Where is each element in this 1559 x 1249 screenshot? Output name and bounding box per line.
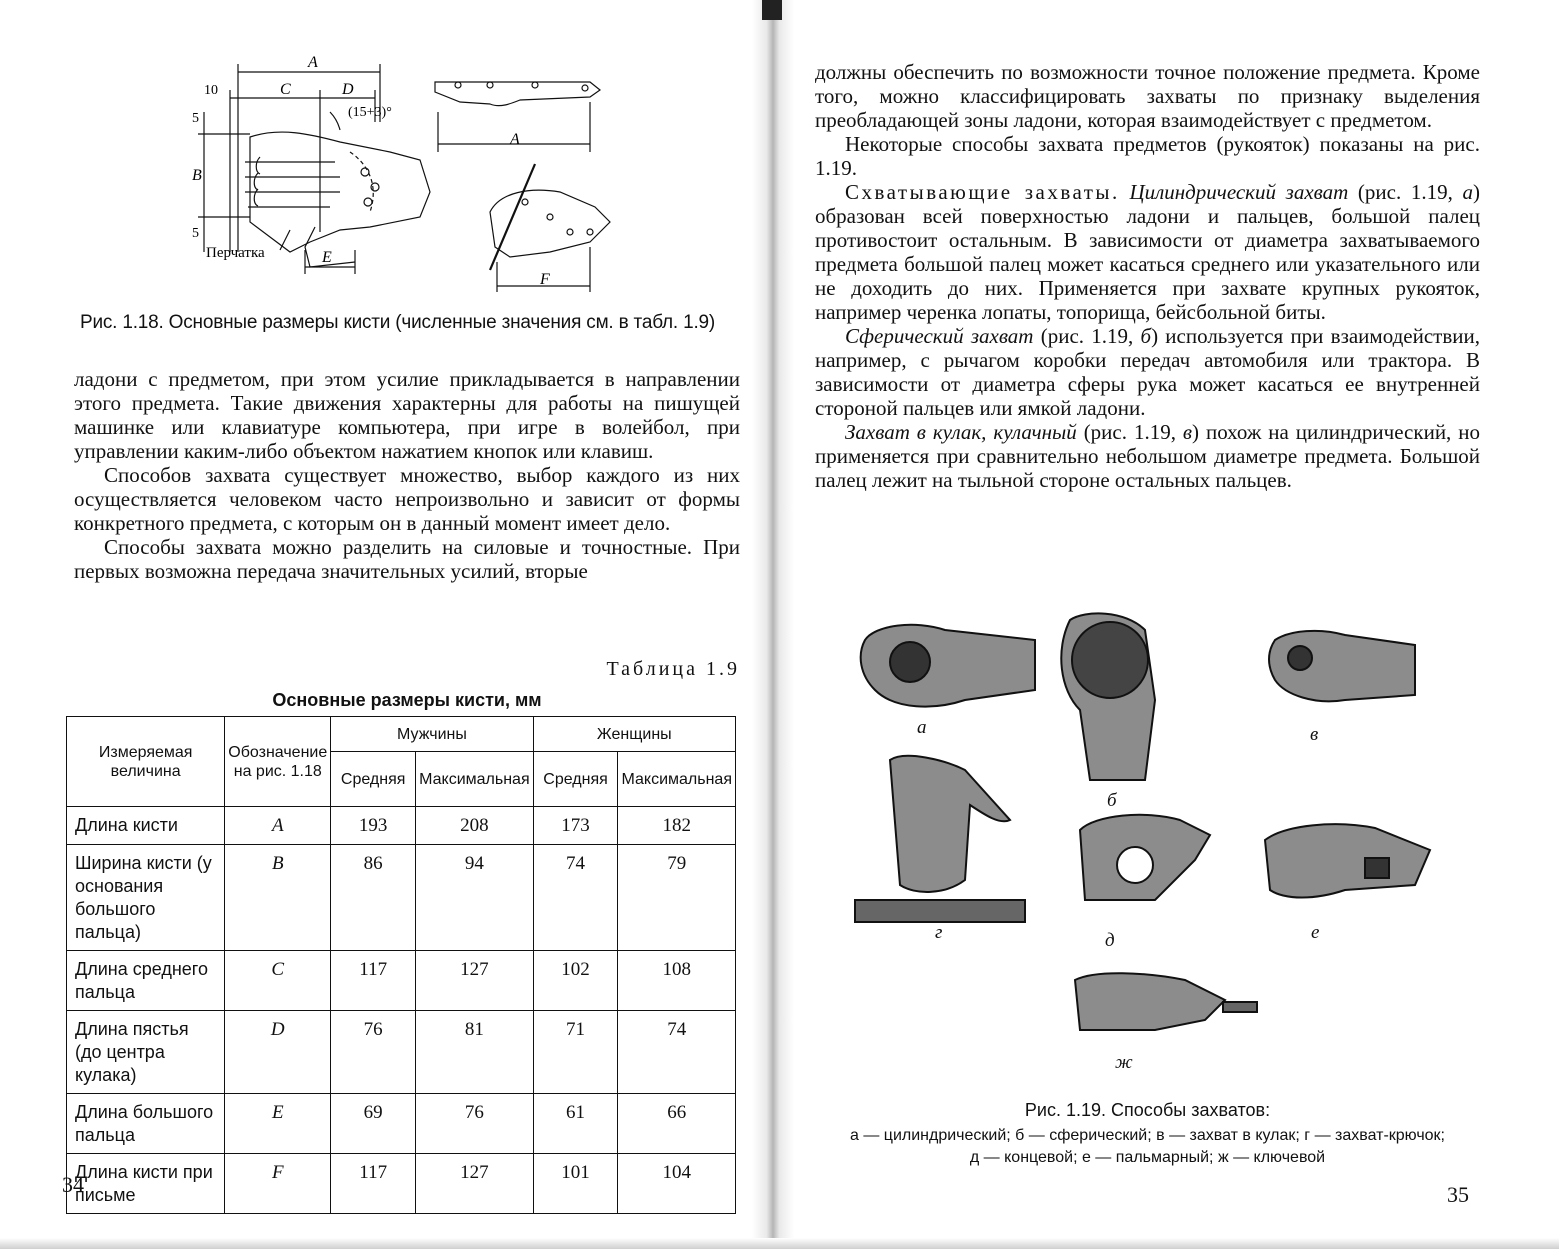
paragraph-text: ) образован всей поверхностью ладони и пальцев, большой палец противостоит остальным. В зависимости от диаметра захватываемого предмета большой палец может касаться среднего или указательного или не доходить до них. Применяется при захвате крупных рукояток, например черенка лопаты, топорища, бейсбольной биты. [815, 180, 1480, 324]
cell-men-max: 94 [416, 845, 534, 951]
grip-label-g: г [935, 922, 943, 943]
cell-symbol: A [225, 807, 331, 845]
header-symbol: Обозначение на рис. 1.18 [225, 717, 331, 807]
right-page [775, 0, 1559, 1249]
figure-1-18-hand-dimensions [190, 52, 650, 302]
dim-label-b: B [192, 167, 202, 184]
paragraph: должны обеспечить по возможности точное положение предмета. Кроме того, можно классифицировать захваты по признаку выделения преобладающей зоны ладони, которая взаимодействует с предметом. [815, 60, 1480, 132]
figure-ref: (рис. 1.19, [1076, 420, 1183, 444]
dim-label-e: E [322, 249, 332, 266]
table-row [67, 1011, 736, 1094]
right-body-text [815, 60, 1480, 492]
dim-label-a-finger: A [510, 131, 520, 148]
cell-women-avg: 71 [533, 1011, 618, 1094]
cell-symbol: D [225, 1011, 331, 1094]
table-row [67, 1094, 736, 1154]
grip-label-e: е [1311, 922, 1320, 943]
table-title: Основные размеры кисти, мм [272, 690, 542, 710]
cell-name: Длина кисти при письме [67, 1154, 225, 1214]
paragraph-text: ) используется при взаимодействии, например, с рычагом коробки передач автомобиля или трактора. В зависимости от диаметра сферы рука может касаться ее внутренней стороной пальцев или ямкой ладони. [815, 324, 1480, 420]
grip-key-image [1075, 973, 1225, 1030]
grip-label-d: д [1105, 930, 1115, 951]
cell-name: Ширина кисти (у основания большого пальца) [67, 845, 225, 951]
cell-men-max: 81 [416, 1011, 534, 1094]
cell-men-avg: 193 [331, 807, 416, 845]
table-row [67, 1154, 736, 1214]
grip-label-a: а [917, 717, 927, 738]
figure-1-18-caption: Рис. 1.18. Основные размеры кисти (численные значения см. в табл. 1.9) [80, 312, 716, 333]
left-body-text [74, 367, 740, 583]
cell-women-max: 74 [618, 1011, 736, 1094]
header-measure: Измеряемая величина [67, 717, 225, 807]
header-women: Женщины [533, 717, 735, 752]
figure-1-19-caption-title: Рис. 1.19. Способы захватов: [1024, 1100, 1271, 1120]
dim-label-five-bottom: 5 [192, 226, 199, 241]
paragraph [815, 180, 1480, 324]
dim-label-a: A [308, 54, 318, 71]
grip-hook-image [890, 756, 1010, 892]
cell-women-max: 79 [618, 845, 736, 951]
cell-women-avg: 102 [533, 951, 618, 1011]
cell-men-avg: 117 [331, 951, 416, 1011]
cell-men-max: 208 [416, 807, 534, 845]
cell-name: Длина пястья (до центра кулака) [67, 1011, 225, 1094]
grip-palmar-image [1265, 824, 1430, 897]
paragraph: ладони с предметом, при этом усилие прикладывается в направлении этого предмета. Такие движения характерны для работы на пишущей машинке или клавиатуре компьютера, при игре в волейбол, при управлении каким-либо объектом нажатием кнопок или клавиш. [74, 367, 740, 463]
cell-women-max: 104 [618, 1154, 736, 1214]
dim-label-d: D [342, 81, 354, 98]
cell-men-avg: 117 [331, 1154, 416, 1214]
cell-symbol: C [225, 951, 331, 1011]
header-men: Мужчины [331, 717, 533, 752]
left-page [0, 0, 775, 1249]
header-men-max: Максимальная [416, 752, 534, 807]
cell-men-max: 127 [416, 1154, 534, 1214]
cell-women-avg: 101 [533, 1154, 618, 1214]
table-row [67, 845, 736, 951]
figure-ref-letter: б [1140, 324, 1152, 348]
figure-ref: (рис. 1.19, [1348, 180, 1463, 204]
paragraph [815, 420, 1480, 492]
figure-ref-letter: а [1462, 180, 1473, 204]
cell-name: Длина кисти [67, 807, 225, 845]
cell-symbol: B [225, 845, 331, 951]
header-women-avg: Средняя [533, 752, 618, 807]
table-row [67, 951, 736, 1011]
term: Цилиндрический захват [1129, 180, 1349, 204]
hand-dimensions-table [66, 716, 736, 1214]
cell-name: Длина большого пальца [67, 1094, 225, 1154]
cell-symbol: E [225, 1094, 331, 1154]
grip-label-zh: ж [1115, 1052, 1133, 1073]
figure-ref: (рис. 1.19, [1033, 324, 1141, 348]
dim-label-f: F [540, 271, 550, 288]
term: Захват в кулак, кулачный [845, 420, 1077, 444]
section-lead: Схватывающие захваты. [845, 180, 1120, 204]
grip-illustrations [845, 600, 1485, 1100]
page-number-right: 35 [1447, 1182, 1469, 1207]
cell-women-max: 66 [618, 1094, 736, 1154]
dim-label-angle: (15+3)° [348, 105, 392, 120]
cell-symbol: F [225, 1154, 331, 1214]
cell-men-max: 127 [416, 951, 534, 1011]
table-row [67, 807, 736, 845]
figure-1-19-caption-items [805, 1125, 1490, 1169]
paragraph: Способов захвата существует множество, выбор каждого из них осуществляется человеком часто непроизвольно и зависит от формы конкретного предмета, с которым он в данный момент имеет дело. [74, 463, 740, 535]
term: Сферический захват [845, 324, 1034, 348]
cell-women-max: 182 [618, 807, 736, 845]
cell-women-avg: 74 [533, 845, 618, 951]
grip-label-b: б [1107, 790, 1117, 811]
page-bottom-edge [0, 1238, 1559, 1249]
cell-women-max: 108 [618, 951, 736, 1011]
grip-label-v: в [1310, 724, 1319, 745]
paragraph: Некоторые способы захвата предметов (рукояток) показаны на рис. 1.19. [815, 132, 1480, 180]
page-number-left: 34 [62, 1172, 84, 1197]
cell-women-avg: 61 [533, 1094, 618, 1154]
figure-ref-letter: в [1182, 420, 1193, 444]
glove-label: Перчатка [206, 245, 265, 261]
cell-men-max: 76 [416, 1094, 534, 1154]
cell-women-avg: 173 [533, 807, 618, 845]
cell-men-avg: 76 [331, 1011, 416, 1094]
cell-men-avg: 86 [331, 845, 416, 951]
cell-name: Длина среднего пальца [67, 951, 225, 1011]
dim-label-ten: 10 [204, 83, 218, 98]
table-label: Таблица 1.9 [606, 658, 740, 680]
grip-cylindrical-image [861, 625, 1035, 707]
dim-label-five-top: 5 [192, 111, 199, 126]
paragraph: Способы захвата можно разделить на силовые и точностные. При первых возможна передача значительных усилий, вторые [74, 535, 740, 583]
paragraph [815, 324, 1480, 420]
paragraph-text: ) похож на цилиндрический, но применяется при сравнительно небольшом диаметре предмета. Большой палец лежит на тыльной стороне остальных пальцев. [815, 420, 1480, 492]
caption-line: а — цилиндрический; б — сферический; в — захват в кулак; г — захват-крючок; [850, 1127, 1445, 1144]
figure-1-19-grips [845, 600, 1485, 1100]
caption-line: д — концевой; е — пальмарный; ж — ключевой [969, 1149, 1326, 1166]
header-men-avg: Средняя [331, 752, 416, 807]
cell-men-avg: 69 [331, 1094, 416, 1154]
dim-label-c: C [280, 81, 291, 98]
header-women-max: Максимальная [618, 752, 736, 807]
